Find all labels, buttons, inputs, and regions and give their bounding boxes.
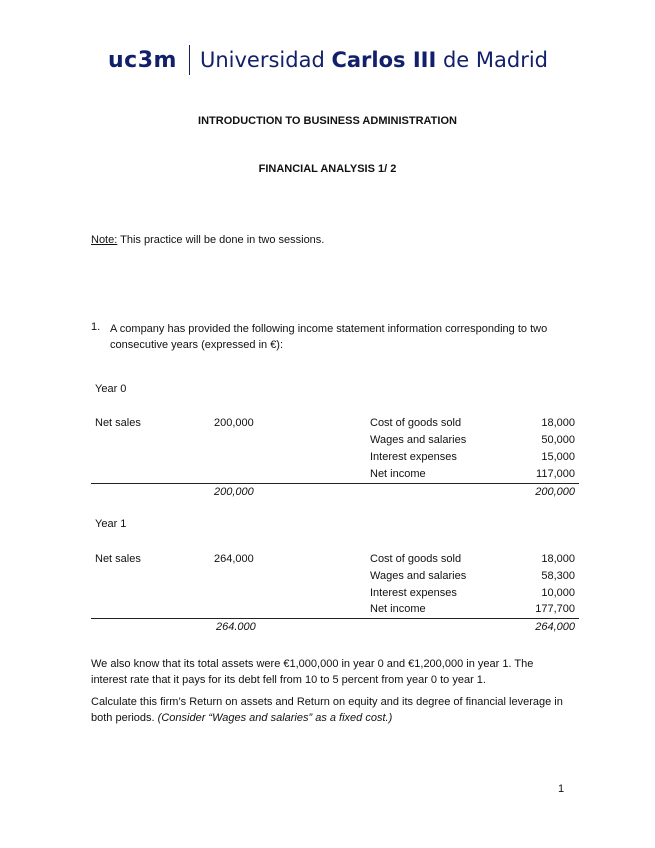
year0-left-value: 200,000 [214,417,254,429]
year1-left-total: 264.000 [216,621,256,633]
logo-divider [189,45,190,75]
university-logo [108,42,548,78]
year1-row-value: 10,000 [541,587,575,599]
year0-left-total: 200,000 [214,486,254,498]
university-name-prefix: Universidad [199,48,332,72]
task-note: (Consider “Wages and salaries” as a fixed cost.) [157,712,393,724]
university-name-bold: Carlos III [331,48,437,72]
year0-row-value: 15,000 [541,451,575,463]
year0-row-value: 18,000 [541,417,575,429]
year1-right-total: 264,000 [535,621,575,633]
university-name-suffix: de Madrid [436,48,548,72]
question-text: A company has provided the following income statement information corresponding to two consecutive years (expressed in €): [110,323,548,351]
university-name [200,48,548,72]
year1-label: Year 1 [95,518,127,530]
year1-row-label: Wages and salaries [370,570,467,582]
year0-right-total: 200,000 [535,486,575,498]
year1-row-label: Interest expenses [370,587,457,599]
year0-row-label: Interest expenses [370,451,457,463]
year0-row-label: Wages and salaries [370,434,467,446]
year0-label: Year 0 [95,383,127,395]
note [91,232,324,248]
question-number: 1. [91,321,101,333]
document-title: INTRODUCTION TO BUSINESS ADMINISTRATION [198,115,457,127]
year1-left-value: 264,000 [214,553,254,565]
year0-row-value: 117,000 [536,468,575,480]
page-number: 1 [558,783,565,795]
year1-row-label: Cost of goods sold [370,553,462,565]
year0-left-label: Net sales [95,417,141,429]
document-subtitle: FINANCIAL ANALYSIS 1/ 2 [258,163,397,175]
task-text: Calculate this firm’s Return on assets and Return on equity and its degree of financial leverage in both periods. [91,696,563,724]
year0-row-value: 50,000 [541,434,575,446]
note-label: Note: [91,234,118,246]
note-text: This practice will be done in two sessions. [117,234,325,246]
year0-row-label: Cost of goods sold [370,417,462,429]
year0-row-label: Net income [370,468,426,480]
year1-row-value: 58,300 [541,570,575,582]
year1-row-value: 18,000 [541,553,575,565]
year1-row-value: 177,700 [535,603,575,615]
year1-left-label: Net sales [95,553,141,565]
assets-paragraph: We also know that its total assets were €1,000,000 in year 0 and €1,200,000 in year 1. The interest rate that it pays for its debt fell from 10 to 5 percent from year 0 to year 1. [91,658,534,686]
year1-row-label: Net income [370,603,426,615]
task-paragraph [91,694,571,726]
logo-mark: uc3m [108,47,177,73]
